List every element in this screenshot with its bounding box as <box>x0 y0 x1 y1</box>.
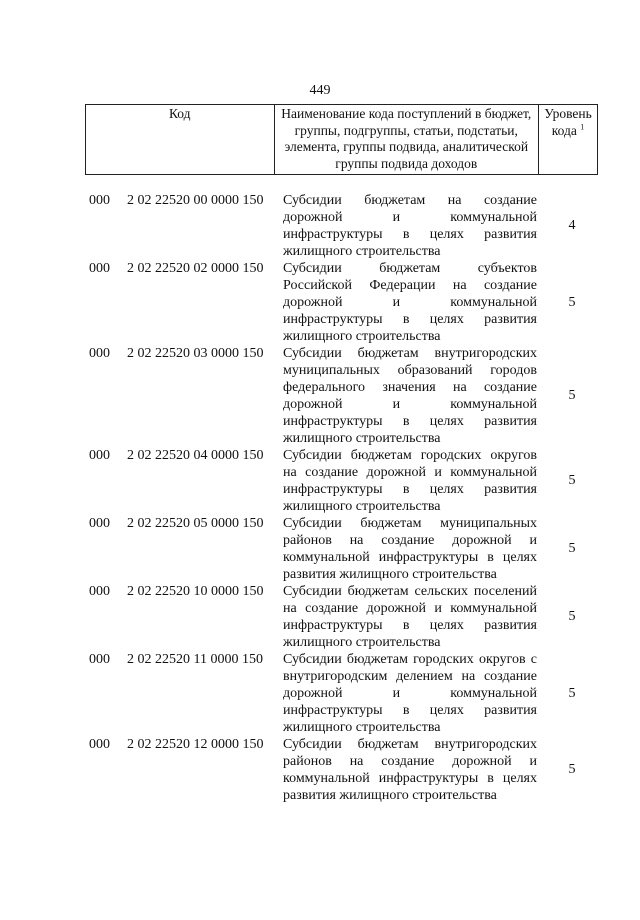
table-body <box>0 192 640 804</box>
row-code: 2 02 22520 02 0000 150 <box>127 261 264 276</box>
table-row <box>0 736 640 804</box>
table-row <box>0 515 640 583</box>
row-name: Субсидии бюджетам внутригородских районов на создание дорожной и коммунальной инфраструктуры в целях развития жилищного строительства <box>283 737 537 803</box>
row-level: 5 <box>568 762 576 777</box>
row-name: Субсидии бюджетам городских округов на создание дорожной и коммунальной инфраструктуры в целях развития жилищного строительства <box>283 448 537 514</box>
row-code: 2 02 22520 10 0000 150 <box>127 584 264 599</box>
table-row <box>0 260 640 345</box>
row-level: 5 <box>568 294 576 310</box>
row-code: 2 02 22520 11 0000 150 <box>127 652 263 667</box>
table-row <box>0 192 640 260</box>
table-header <box>85 104 598 175</box>
row-code: 2 02 22520 05 0000 150 <box>127 516 264 531</box>
header-name: Наименование кода поступлений в бюджет, группы, подгруппы, статьи, подстатьи, элемента, группы подвида, аналитической группы подвида доходов <box>274 105 538 175</box>
header-code: Код <box>86 105 275 175</box>
row-kvsr: 000 <box>89 261 110 276</box>
row-code: 2 02 22520 12 0000 150 <box>127 737 264 752</box>
row-kvsr: 000 <box>89 346 110 361</box>
row-code: 2 02 22520 00 0000 150 <box>127 193 264 208</box>
row-level: 4 <box>568 218 576 233</box>
row-kvsr: 000 <box>89 448 110 463</box>
row-name: Субсидии бюджетам городских округов с внутригородским делением на создание дорожной и коммунальной инфраструктуры в целях развития жилищного строительства <box>283 652 537 735</box>
row-name: Субсидии бюджетам внутригородских муниципальных образований городов федерального значения на создание дорожной и коммунальной инфраструктуры в целях развития жилищного строительства <box>283 346 537 446</box>
table-row <box>0 447 640 515</box>
row-code: 2 02 22520 04 0000 150 <box>127 448 264 463</box>
table-row <box>0 651 640 736</box>
header-level <box>539 105 598 175</box>
row-kvsr: 000 <box>89 193 110 208</box>
row-name: Субсидии бюджетам сельских поселений на создание дорожной и коммунальной инфраструктуры в целях развития жилищного строительства <box>283 584 537 650</box>
table-row <box>0 345 640 447</box>
table-row <box>0 583 640 651</box>
row-level: 5 <box>568 473 576 488</box>
row-level: 5 <box>568 609 576 624</box>
header-level-footnote: 1 <box>580 122 585 131</box>
row-name: Субсидии бюджетам муниципальных районов на создание дорожной и коммунальной инфраструктуры в целях развития жилищного строительства <box>283 516 537 582</box>
row-kvsr: 000 <box>89 652 110 667</box>
row-kvsr: 000 <box>89 737 110 752</box>
header-level-label: Уровень кода <box>544 106 592 138</box>
row-name: Субсидии бюджетам на создание дорожной и коммунальной инфраструктуры в целях развития жилищного строительства <box>283 193 537 259</box>
row-kvsr: 000 <box>89 584 110 599</box>
row-level: 5 <box>568 388 576 403</box>
row-level: 5 <box>568 685 576 701</box>
row-kvsr: 000 <box>89 516 110 531</box>
row-name: Субсидии бюджетам субъектов Российской Федерации на создание дорожной и коммунальной инфраструктуры в целях развития жилищного строительства <box>283 261 537 344</box>
page-number: 449 <box>309 83 331 98</box>
row-code: 2 02 22520 03 0000 150 <box>127 346 264 361</box>
row-level: 5 <box>568 541 576 556</box>
